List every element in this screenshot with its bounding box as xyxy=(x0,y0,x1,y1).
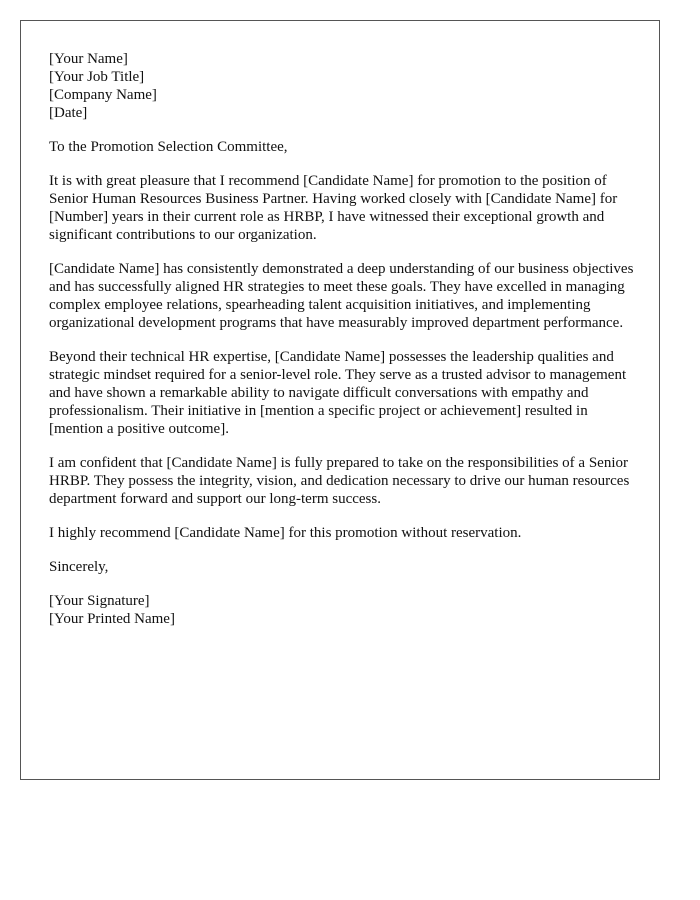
paragraph-recommendation: I highly recommend [Candidate Name] for this promotion without reservation. xyxy=(49,525,522,541)
paragraph-confidence: I am confident that [Candidate Name] is fully prepared to take on the responsibilities of a Senior HRBP. They possess the integrity, vision, and dedication necessary to drive our human resources department forward and support our long-term success. xyxy=(49,455,630,507)
sender-name: [Your Name] xyxy=(49,51,128,67)
printed-name: [Your Printed Name] xyxy=(49,611,175,627)
signature-line: [Your Signature] xyxy=(49,593,150,609)
paragraph-strategy: [Candidate Name] has consistently demonstrated a deep understanding of our business objectives and has successfully aligned HR strategies to meet these goals. They have excelled in managing complex employee relations, spearheading talent acquisition initiatives, and implementing organizational development programs that have measurably improved department performance. xyxy=(49,261,634,331)
letter-date: [Date] xyxy=(49,105,88,121)
salutation: To the Promotion Selection Committee, xyxy=(49,139,288,155)
signature-block xyxy=(49,592,634,628)
sender-job-title: [Your Job Title] xyxy=(49,69,145,85)
sender-company: [Company Name] xyxy=(49,87,157,103)
paragraph-introduction: It is with great pleasure that I recommend [Candidate Name] for promotion to the position of Senior Human Resources Business Partner. Having worked closely with [Candidate Name] for [Number] years in their current role as HRBP, I have witnessed their exceptional growth and significant contributions to our organization. xyxy=(49,173,618,243)
letter-body xyxy=(49,50,634,628)
letter-page xyxy=(20,20,660,780)
sender-block xyxy=(49,50,634,122)
paragraph-leadership: Beyond their technical HR expertise, [Candidate Name] possesses the leadership qualities and strategic mindset required for a senior-level role. They serve as a trusted advisor to management and have shown a remarkable ability to navigate difficult conversations with empathy and professionalism. Their initiative in [mention a specific project or achievement] resulted in [mention a positive outcome]. xyxy=(49,349,627,437)
closing: Sincerely, xyxy=(49,559,109,575)
